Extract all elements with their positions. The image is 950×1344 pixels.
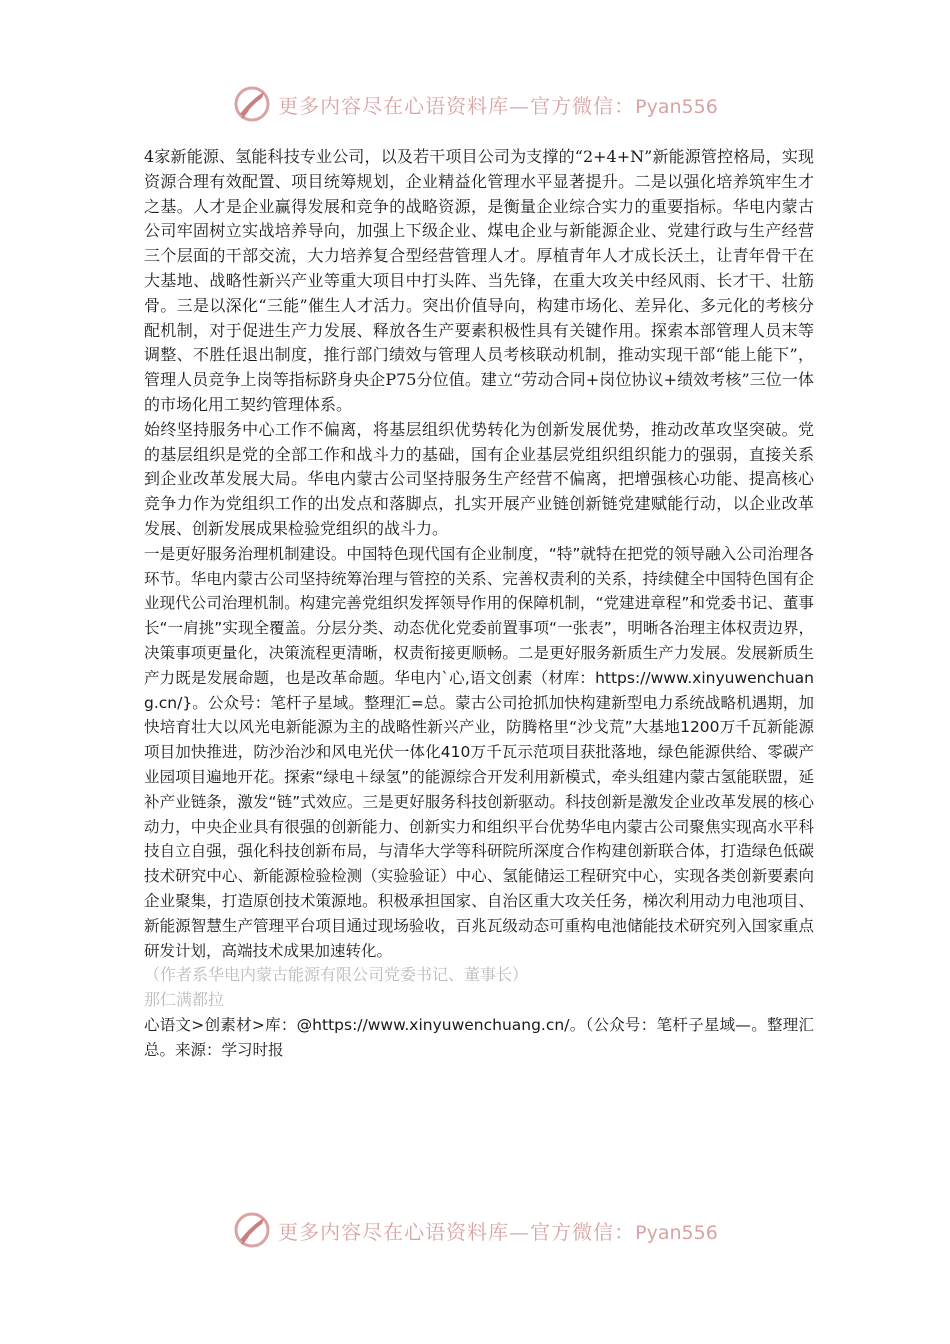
author-line: （作者系华电内蒙古能源有限公司党委书记、董事长） [144,965,529,985]
banner-wechat-id: Pyan556 [635,95,718,118]
footer-banner [0,1210,950,1250]
article-body [144,145,814,1062]
banner-text: 更多内容尽在心语资料库—官方微信：Pyan556 [278,93,718,118]
banner-wechat-id: Pyan556 [635,1221,718,1244]
pen-logo-icon [232,1210,272,1250]
paragraph-service-center: 始终坚持服务中心工作不偏离，将基层组织优势转化为创新发展优势，推动改革攻坚突破。党的基层组织是党的全部工作和战斗力的基础，国有企业基层党组织组织能力的强弱，直接关系到企业改革发展大局。华电内蒙古公司坚持服务生产经营不偏离，把增强核心功能、提高核心竞争力作为党组织工作的出发点和落脚点，扎实开展产业链创新链党建赋能行动，以企业改革发展、创新发展成果检验党组织的战斗力。 [144,419,814,538]
pen-logo-icon [232,84,272,124]
paragraph-talent: 4家新能源、氢能科技专业公司，以及若干项目公司为支撑的“2+4+N”新能源管控格局，实现资源合理有效配置、项目统筹规划，企业精益化管理水平显著提升。二是以强化培养筑牢生才之基。人才是企业赢得发展和竞争的战略资源，是衡量企业综合实力的重要指标。华电内蒙古公司牢固树立实战培养导向，加强上下级企业、煤电企业与新能源企业、党建行政与生产经营三个层面的干部交流，大力培养复合型经营管理人才。厚植青年人才成长沃土，让青年骨干在大基地、战略性新兴产业等重大项目中打头阵、当先锋，在重大攻关中经风雨、长才干、壮筋骨。三是以深化“三能”催生人才活力。突出价值导向，构建市场化、差异化、多元化的考核分配机制，对于促进生产力发展、释放各生产要素积极性具有关键作用。探索本部管理人员末等调整、不胜任退出制度，推行部门绩效与管理人员考核联动机制，推动实现干部“能上能下”，管理人员竞争上岗等指标跻身央企P75分位值。建立“劳动合同+岗位协议+绩效考核”三位一体的市场化用工契约管理体系。 [144,147,814,414]
author-name: 那仁满都拉 [144,990,225,1010]
header-banner [0,84,950,124]
source-line: 心语文>创素材>库：@https://www.xinyuwenchuang.cn/。（公众号：笔杆子星域—。整理汇总。来源：学习时报 [144,1015,814,1059]
banner-text: 更多内容尽在心语资料库—官方微信：Pyan556 [278,1219,718,1244]
paragraph-governance: 一是更好服务治理机制建设。中国特色现代国有企业制度，“特”就特在把党的领导融入公司治理各环节。华电内蒙古公司坚持统筹治理与管控的关系、完善权责利的关系，持续健全中国特色国有企业现代公司治理机制。构建完善党组织发挥领导作用的保障机制，“党建进章程”和党委书记、董事长“一肩挑”实现全覆盖。分层分类、动态优化党委前置事项“一张表”，明晰各治理主体权责边界，决策事项更量化，决策流程更清晰，权责衔接更顺畅。二是更好服务新质生产力发展。发展新质生产力既是发展命题，也是改革命题。华电内`心,语文创素（材库：https://www.xinyuwenchuang.cn/}。公众号：笔杆子星域。整理汇=总。蒙古公司抢抓加快构建新型电力系统战略机遇期，加快培育壮大以风光电新能源为主的战略性新兴产业，防腾格里“沙戈荒”大基地1200万千瓦新能源项目加快推进，防沙治沙和风电光伏一体化410万千瓦示范项目获批落地，绿色能源供给、零碳产业园项目遍地开花。探索“绿电＋绿氢”的能源综合开发利用新模式，牵头组建内蒙古氢能联盟，延补产业链条，激发“链”式效应。三是更好服务科技创新驱动。科技创新是激发企业改革发展的核心动力，中央企业具有很强的创新能力、创新实力和组织平台优势华电内蒙古公司聚焦实现高水平科技自立自强，强化科技创新布局，与清华大学等科研院所深度合作构建创新联合体，打造绿色低碳技术研究中心、新能源检验检测（实验验证）中心、氢能储运工程研究中心，实现各类创新要素向企业聚集，打造原创技术策源地。积极承担国家、自治区重大攻关任务，梯次利用动力电池项目、新能源智慧生产管理平台项目通过现场验收，百兆瓦级动态可重构电池储能技术研究列入国家重点研发计划，高端技术成果加速转化。 [144,544,814,960]
